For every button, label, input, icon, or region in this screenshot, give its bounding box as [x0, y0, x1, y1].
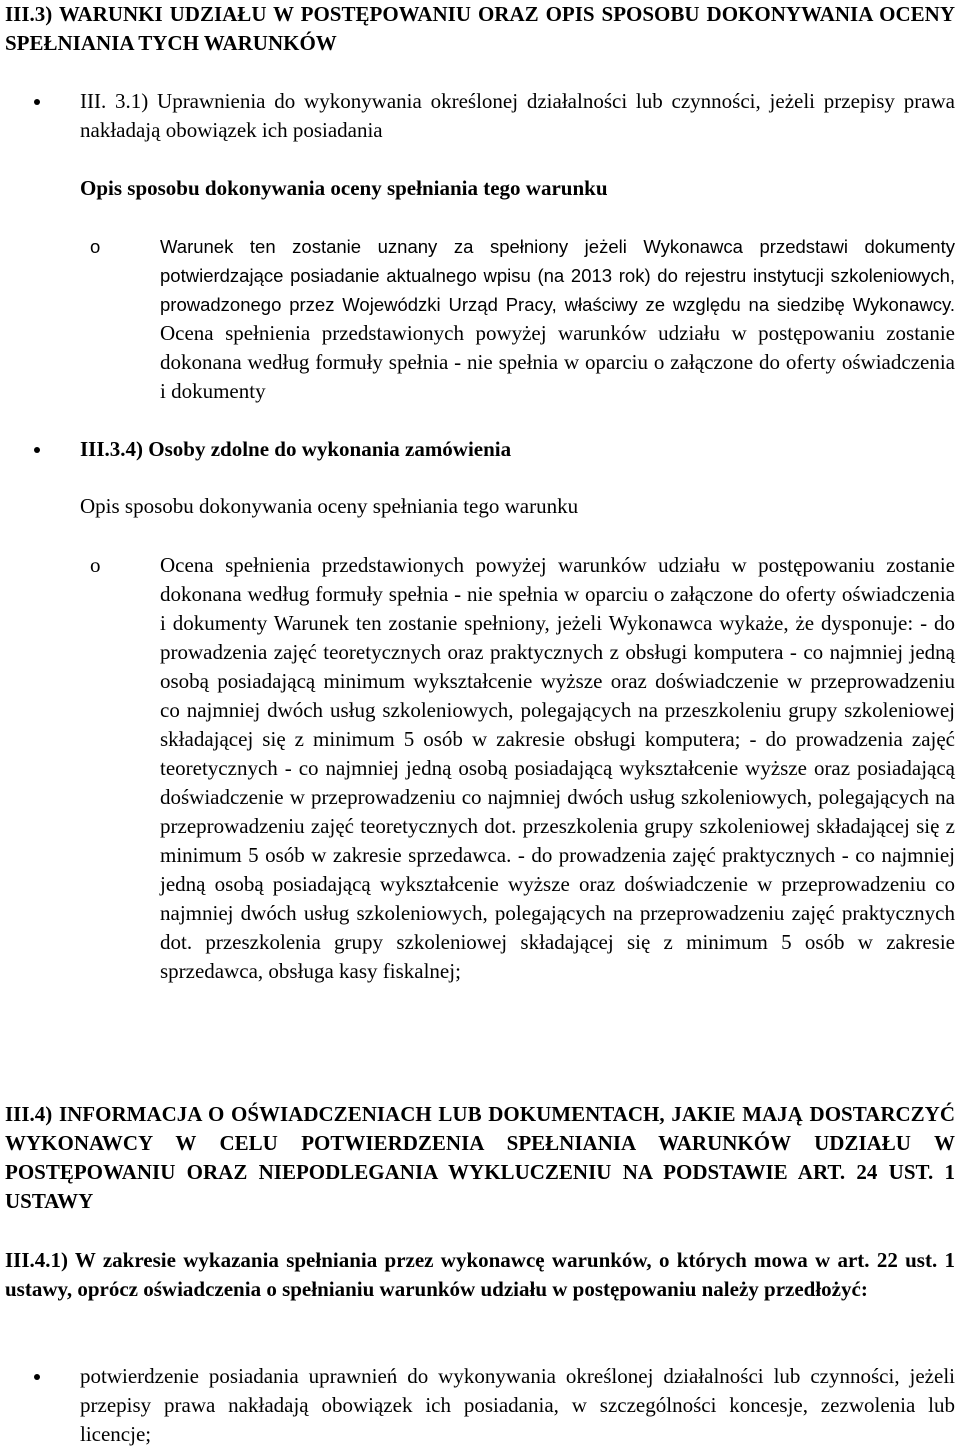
- assessment-label: Opis sposobu dokonywania oceny spełniania tego warunku: [80, 176, 608, 200]
- sub-item-text: [160, 232, 955, 406]
- bullet-icon: [34, 99, 40, 105]
- bullet-icon: [34, 447, 40, 453]
- section-heading: III.3) WARUNKI UDZIAŁU W POSTĘPOWANIU ORAZ OPIS SPOSOBU DOKONYWANIA OCENY SPEŁNIANIA TYCH WARUNKÓW: [5, 2, 955, 55]
- section-heading: III.4) INFORMACJA O OŚWIADCZENIACH LUB DOKUMENTACH, JAKIE MAJĄ DOSTARCZYĆ WYKONAWCY W CELU POTWIERDZENIA SPEŁNIANIA WARUNKÓW UDZIAŁU W POSTĘPOWANIU ORAZ NIEPODLEGANIA WYKLUCZENIU NA PODSTAWIE ART. 24 UST. 1 USTAWY: [5, 1102, 955, 1213]
- circle-bullet-icon: o: [90, 236, 101, 257]
- item-title: III.3.4) Osoby zdolne do wykonania zamówienia: [80, 437, 512, 461]
- sub-item-text-part-1: Warunek ten zostanie uznany za spełniony jeżeli Wykonawca przedstawi dokumenty potwierdzające posiadanie aktualnego wpisu (na 2013 rok) do rejestru instytucji szkoleniowych, prowadzonego przez Wojewódzki Urząd Pracy, właściwy ze względu na siedzibę Wykonawcy.: [160, 236, 955, 315]
- circle-bullet-icon: o: [90, 553, 101, 577]
- bullet-text: potwierdzenie posiadania uprawnień do wykonywania określonej działalności lub czynności, jeżeli przepisy prawa nakładają obowiązek ich posiadania, w szczególności koncesje, zezwolenia lub licencje;: [80, 1364, 955, 1446]
- sub-item-text-part-2: Ocena spełnienia przedstawionych powyżej warunków udziału w postępowaniu zostanie dokonana według formuły spełnia - nie spełnia w oparciu o załączone do oferty oświadczenia i dokumenty: [160, 321, 955, 403]
- bullet-icon: [34, 1374, 40, 1380]
- item-title: III. 3.1) Uprawnienia do wykonywania określonej działalności lub czynności, jeżeli przepisy prawa nakładają obowiązek ich posiadania: [80, 89, 955, 142]
- subsection-heading: III.4.1) W zakresie wykazania spełniania przez wykonawcę warunków, o których mowa w art. 22 ust. 1 ustawy, oprócz oświadczenia o spełnianiu warunków udziału w postępowaniu należy przedłożyć:: [5, 1248, 955, 1301]
- assessment-label: Opis sposobu dokonywania oceny spełniania tego warunku: [80, 494, 579, 518]
- sub-item-text: Ocena spełnienia przedstawionych powyżej warunków udziału w postępowaniu zostanie dokonana według formuły spełnia - nie spełnia w oparciu o załączone do oferty oświadczenia i dokumenty Warunek ten zostanie spełniony, jeżeli Wykonawca wykaże, że dysponuje: - do prowadzenia zajęć teoretycznych oraz praktycznych z obsługi komputera - co najmniej jedną osobą posiadającą minimum wykształcenie wyższe oraz doświadczenie w przeprowadzeniu co najmniej dwóch usług szkoleniowych, polegających na przeszkoleniu grupy szkoleniowej składającej się z minimum 5 osób w zakresie obsługi komputera; - do prowadzenia zajęć teoretycznych - co najmniej jedną osobą posiadającą wykształcenie wyższe oraz posiadającą doświadczenie w przeprowadzeniu co najmniej dwóch usług szkoleniowych, polegających na przeprowadzeniu zajęć teoretycznych dot. przeszkolenia grupy szkoleniowej składającej się z minimum 5 osób w zakresie sprzedawca. - do prowadzenia zajęć praktycznych - co najmniej jedną osobą posiadającą wykształcenie wyższe oraz doświadczenie w przeprowadzeniu co najmniej dwóch usług szkoleniowych, polegających na przeprowadzeniu zajęć praktycznych dot. przeszkolenia grupy szkoleniowej składającej się z minimum 5 osób w zakresie sprzedawca, obsługa kasy fiskalnej;: [160, 553, 955, 983]
